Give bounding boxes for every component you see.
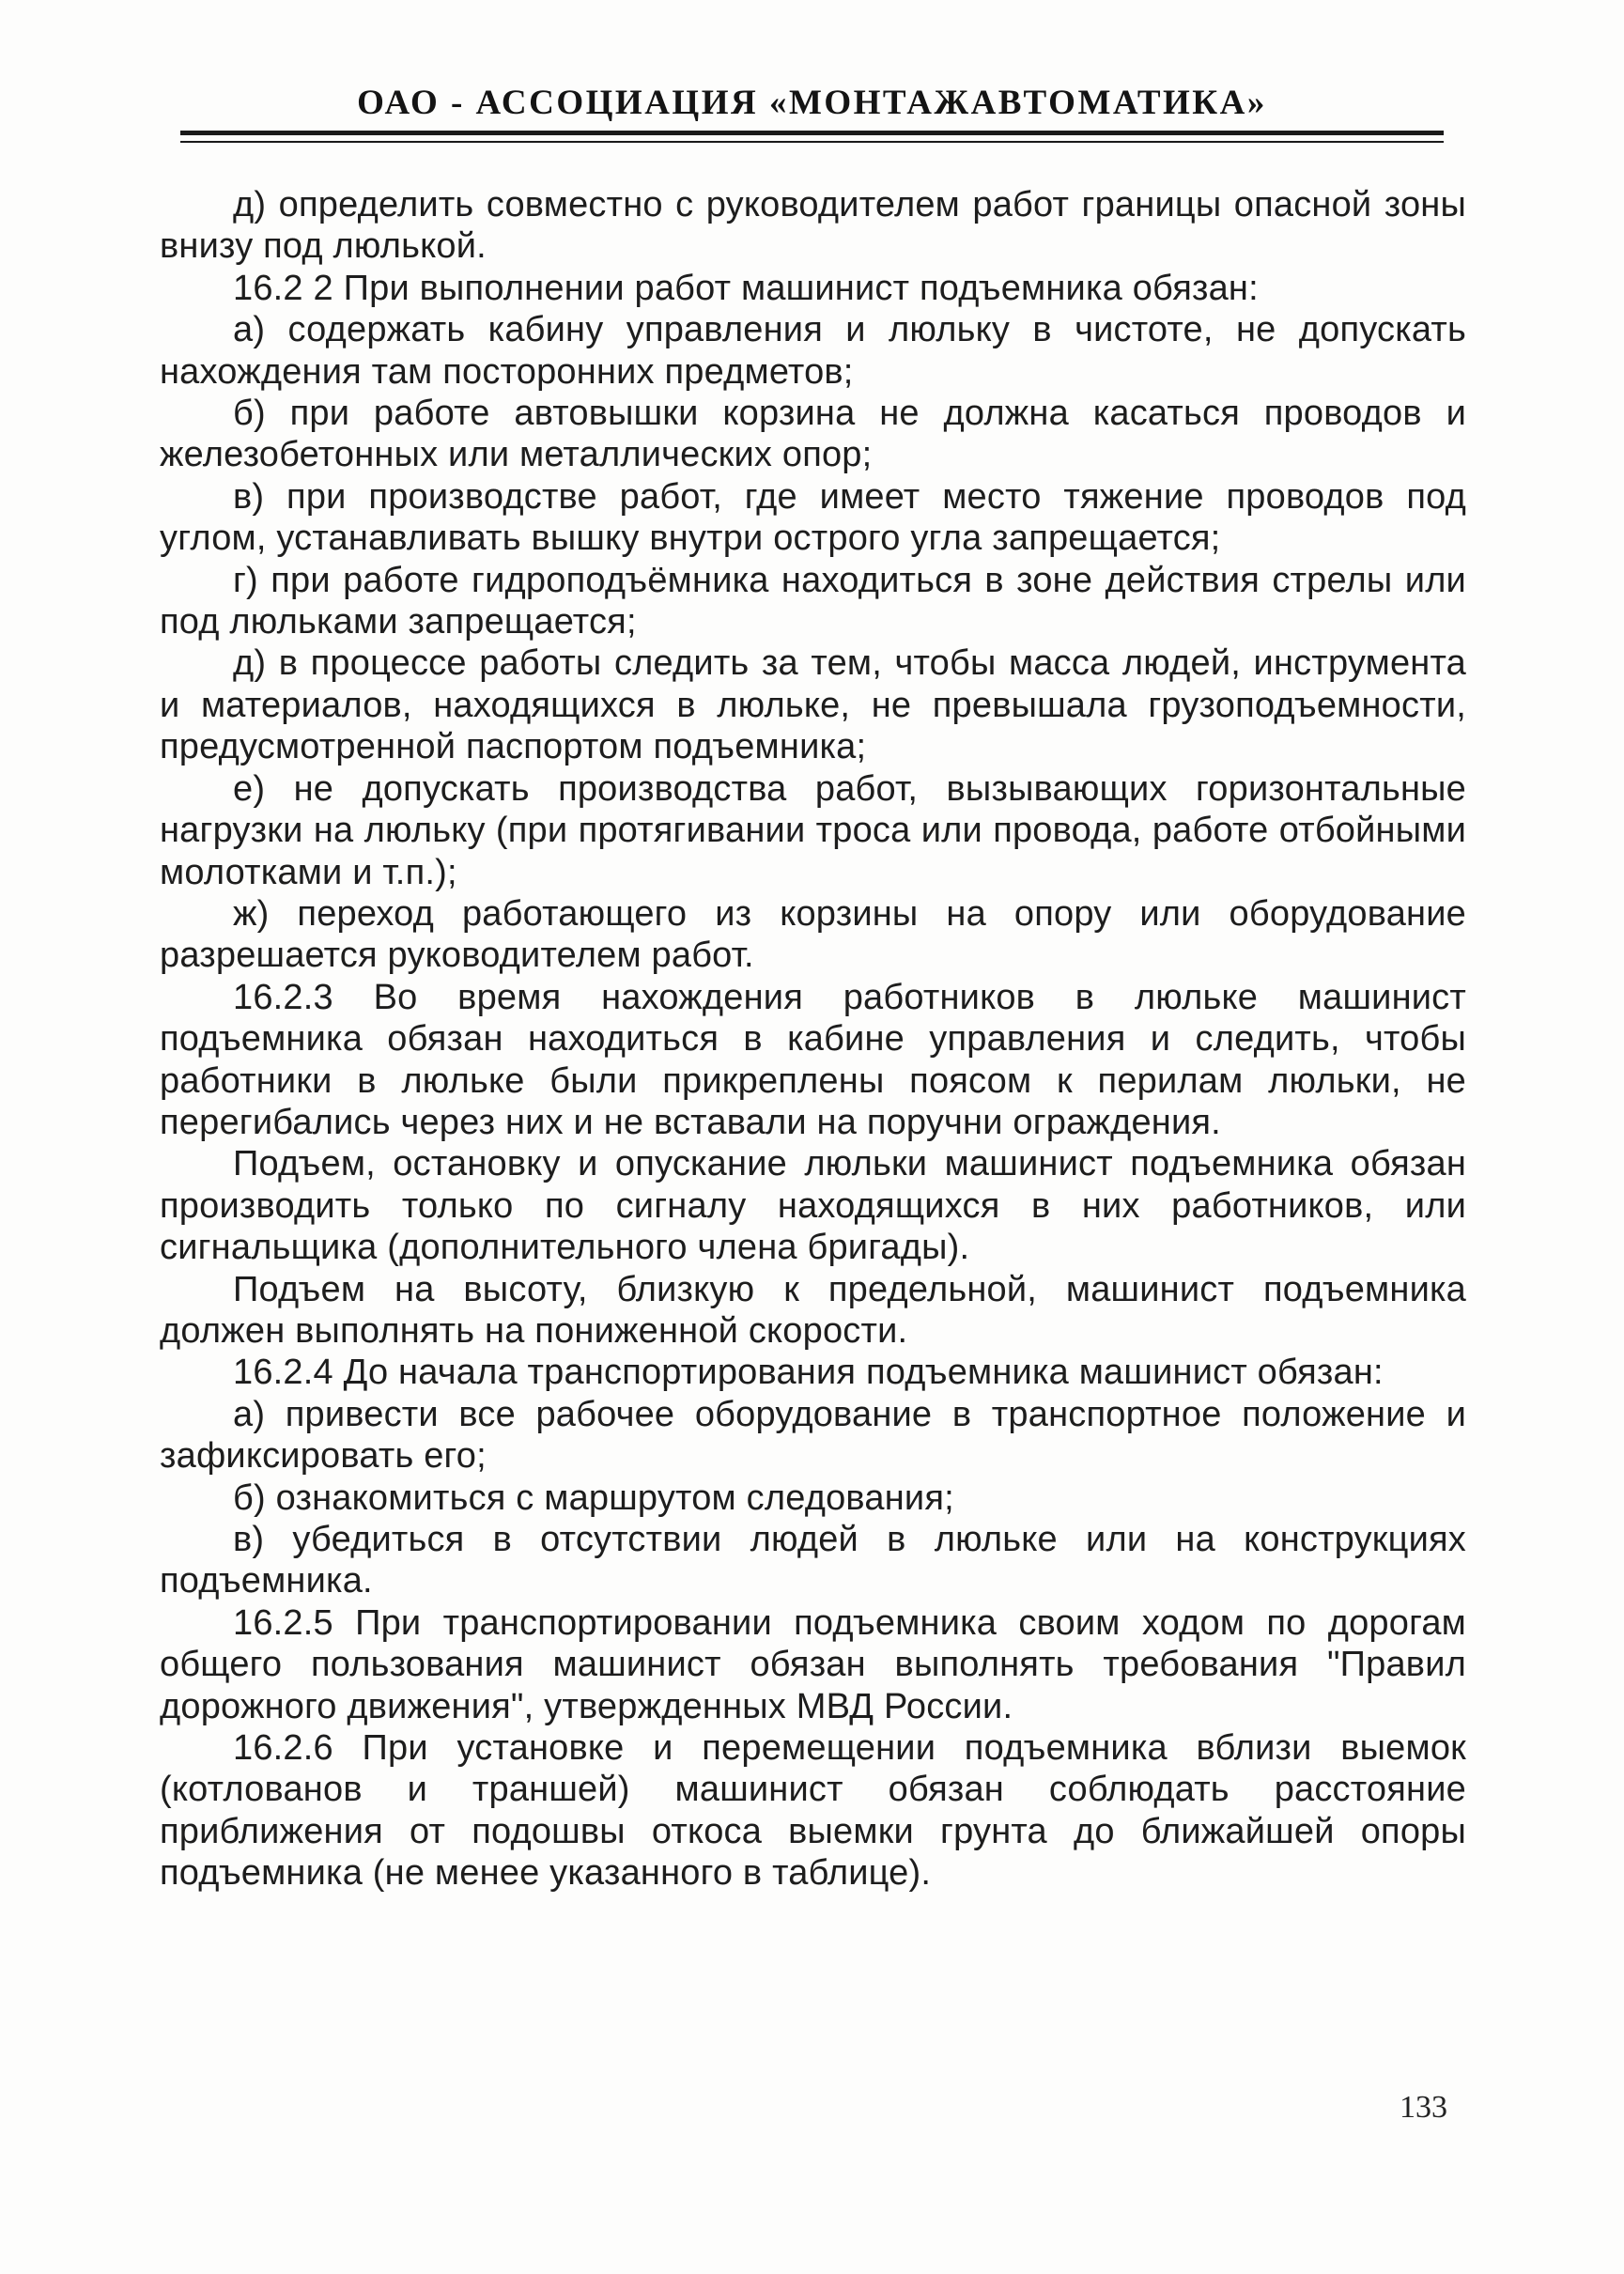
- paragraph-list-item-g1: г) при работе гидроподъёмника находиться в зоне действия стрелы или под люльками запрещается;: [160, 560, 1466, 642]
- paragraph-clause-16-2-4: 16.2.4 До начала транспортирования подъемника машинист обязан:: [233, 1353, 1384, 1393]
- header-rule-thick: [180, 131, 1444, 135]
- paragraph-list-item-e1: е) не допускать производства работ, вызывающих горизонтальные нагрузки на люльку (при протягивании троса или провода, работе отбойными молотками и т.п.);: [160, 768, 1466, 892]
- paragraph-list-item-zh1: ж) переход работающего из корзины на опору или оборудование разрешается руководителем работ.: [160, 893, 1466, 976]
- paragraph-clause-16-2-3: 16.2.3 Во время нахождения работников в люльке машинист подъемника обязан находиться в кабине управления и следить, чтобы работники в люльке были прикреплены поясом к перилам люльки, не перегибались через них и не вставали на поручни ограждения.: [160, 977, 1466, 1142]
- paragraph-list-item-v1: в) при производстве работ, где имеет место тяжение проводов под углом, устанавливать вышку внутри острого угла запрещается;: [160, 476, 1466, 559]
- paragraph-clause-16-2-2: 16.2 2 При выполнении работ машинист подъемника обязан:: [233, 268, 1259, 308]
- paragraph-list-item-d1: д) определить совместно с руководителем работ границы опасной зоны внизу под люлькой.: [160, 185, 1466, 267]
- paragraph-body-2: Подъем на высоту, близкую к предельной, машинист подъемника должен выполнять на пониженной скорости.: [160, 1269, 1466, 1351]
- page-number: 133: [1400, 2090, 1447, 2125]
- paragraph-list-item-a1: а) содержать кабину управления и люльку в чистоте, не допускать нахождения там посторонних предметов;: [160, 310, 1466, 392]
- document-body: [160, 184, 1466, 1895]
- organization-title: ОАО - АССОЦИАЦИЯ «МОНТАЖАВТОМАТИКА»: [357, 84, 1267, 122]
- paragraph-list-item-v2: в) убедиться в отсутствии людей в люльке или на конструкциях подъемника.: [160, 1520, 1466, 1601]
- page-header: [0, 0, 1624, 143]
- header-rule-thin: [180, 141, 1444, 143]
- paragraph-body-1: Подъем, остановку и опускание люльки машинист подъемника обязан производить только по сигналу находящихся в них работников, или сигнальщика (дополнительного члена бригады).: [160, 1144, 1466, 1268]
- paragraph-clause-16-2-5: 16.2.5 При транспортировании подъемника своим ходом по дорогам общего пользования машинист обязан выполнять требования "Правил дорожного движения", утвержденных МВД России.: [160, 1602, 1466, 1726]
- paragraph-list-item-d2: д) в процессе работы следить за тем, чтобы масса людей, инструмента и материалов, находящихся в люльке, не превышала грузоподъемности, предусмотренной паспортом подъемника;: [160, 643, 1466, 767]
- paragraph-list-item-b2: б) ознакомиться с маршрутом следования;: [233, 1477, 954, 1518]
- header-rule: [180, 131, 1444, 143]
- paragraph-list-item-a2: а) привести все рабочее оборудование в транспортное положение и зафиксировать его;: [160, 1394, 1466, 1477]
- paragraph-clause-16-2-6: 16.2.6 При установке и перемещении подъемника вблизи выемок (котлованов и траншей) машинист обязан соблюдать расстояние приближения от подошвы откоса выемки грунта до ближайшей опоры подъемника (не менее указанного в таблице).: [160, 1728, 1466, 1894]
- paragraph-list-item-b1: б) при работе автовышки корзина не должна касаться проводов и железобетонных или металлических опор;: [160, 394, 1466, 475]
